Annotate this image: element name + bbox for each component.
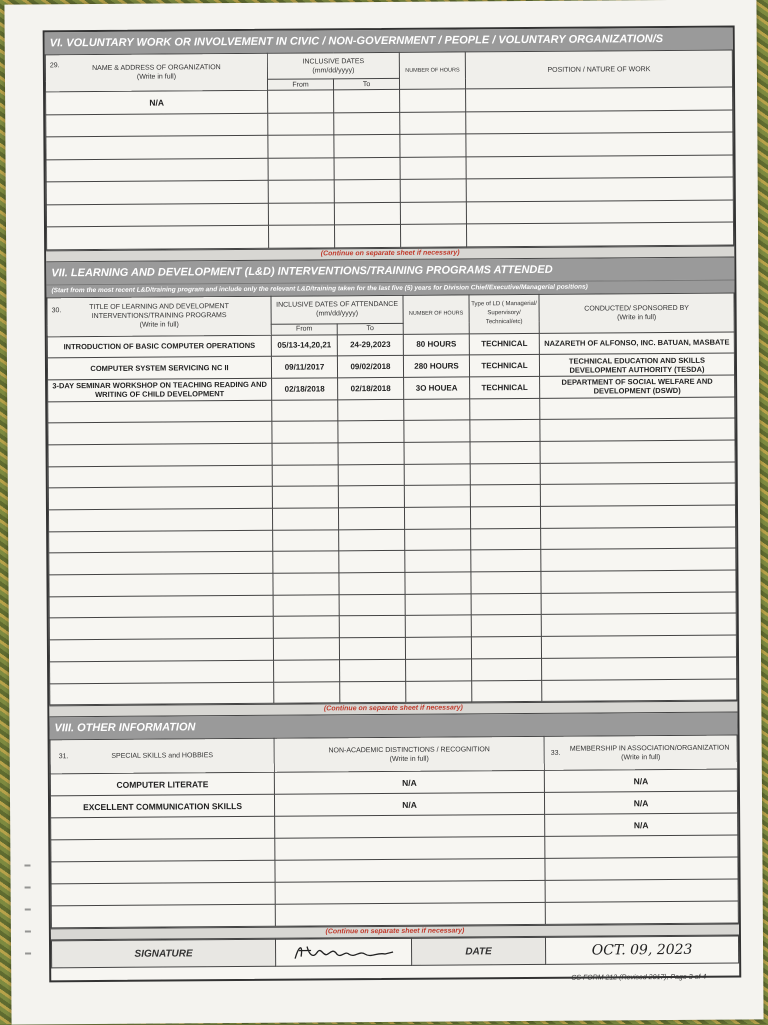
item-no: 31.: [58, 753, 69, 761]
to-cell[interactable]: [339, 594, 405, 616]
ld-type-cell[interactable]: [470, 420, 540, 442]
sponsor-cell[interactable]: [541, 527, 736, 550]
col-skills: [50, 738, 274, 774]
position-cell[interactable]: [466, 110, 733, 134]
col-ld-title-label: TITLE OF LEARNING AND DEVELOPMENT INTERVENTIONS/TRAINING PROGRAMS: [89, 303, 229, 321]
hours-cell[interactable]: [405, 550, 471, 572]
sponsor-cell[interactable]: [540, 397, 735, 420]
sponsor-cell[interactable]: [542, 657, 737, 680]
from-cell[interactable]: [273, 530, 339, 552]
from-cell[interactable]: [272, 464, 338, 486]
membership-cell[interactable]: [545, 835, 738, 858]
ld-title-cell[interactable]: [49, 552, 273, 575]
hours-cell[interactable]: [404, 398, 470, 420]
ld-title-cell[interactable]: [48, 487, 272, 510]
pds-form: [43, 26, 742, 983]
position-cell[interactable]: [466, 200, 733, 224]
ld-title-cell[interactable]: [48, 443, 272, 466]
hours-cell[interactable]: 3O HOUEA: [404, 377, 470, 399]
skill-cell[interactable]: EXCELLENT COMMUNICATION SKILLS: [50, 794, 274, 818]
ld-type-cell[interactable]: [470, 485, 540, 507]
section6-title: VI. VOLUNTARY WORK OR INVOLVEMENT IN CIVIC / NON-GOVERNMENT / PEOPLE / VOLUNTARY ORGANIZATION/S: [45, 28, 733, 55]
col-org-note: (Write in full): [136, 73, 177, 81]
to-cell[interactable]: [339, 551, 405, 573]
membership-cell[interactable]: N/A: [544, 791, 737, 814]
hours-cell[interactable]: [406, 659, 472, 681]
col-org-label: NAME & ADDRESS OF ORGANIZATION: [92, 64, 221, 73]
item-no: 33.: [550, 749, 561, 758]
ld-title-cell[interactable]: 3-DAY SEMINAR WORKSHOP ON TEACHING READING AND WRITING OF CHILD DEVELOPMENT: [48, 378, 272, 401]
to-cell[interactable]: [338, 486, 404, 508]
skill-cell[interactable]: [51, 838, 275, 862]
to-cell[interactable]: [334, 112, 400, 135]
col-distinctions-label: NON-ACADEMIC DISTINCTIONS / RECOGNITION: [328, 745, 490, 755]
col-attendance-dates: [271, 295, 403, 324]
sponsor-cell[interactable]: [540, 418, 735, 441]
ld-type-cell[interactable]: [471, 637, 541, 659]
org-name-cell[interactable]: [46, 135, 268, 159]
col-position: POSITION / NATURE OF WORK: [465, 50, 732, 89]
from-cell[interactable]: [274, 681, 340, 703]
sponsor-cell[interactable]: [541, 570, 736, 593]
org-name-cell[interactable]: [47, 225, 269, 249]
org-name-cell[interactable]: [46, 158, 268, 182]
distinction-cell[interactable]: [275, 815, 545, 839]
to-cell[interactable]: [338, 442, 404, 464]
to-cell[interactable]: [334, 224, 400, 247]
hours-cell[interactable]: [400, 89, 466, 112]
to-cell[interactable]: [339, 529, 405, 551]
other-info-table: [50, 735, 739, 929]
membership-cell[interactable]: N/A: [545, 813, 738, 836]
item-no: 30.: [51, 306, 62, 314]
position-cell[interactable]: [466, 177, 733, 201]
org-name-cell[interactable]: [46, 113, 268, 137]
col-sponsor: [539, 293, 734, 333]
hours-cell[interactable]: [400, 201, 466, 224]
hours-cell[interactable]: [405, 529, 471, 551]
sponsor-cell[interactable]: [541, 548, 736, 571]
position-cell[interactable]: [466, 155, 733, 179]
ld-type-cell[interactable]: [471, 528, 541, 550]
col-to: To: [333, 78, 399, 89]
org-name-cell[interactable]: [46, 180, 268, 204]
col-skills-label: SPECIAL SKILLS and HOBBIES: [111, 752, 214, 761]
col-ld-title-note: (Write in full): [139, 321, 179, 329]
skill-cell[interactable]: COMPUTER LITERATE: [50, 772, 274, 796]
from-cell[interactable]: [268, 135, 334, 158]
section8-continue-note: (Continue on separate sheet if necessary): [51, 924, 739, 941]
col-dates-fmt: (mm/dd/yyyy): [312, 66, 355, 74]
ld-type-cell[interactable]: [472, 680, 542, 702]
to-cell[interactable]: 09/02/2018: [337, 356, 403, 378]
ld-title-cell[interactable]: [48, 465, 272, 488]
ld-type-cell[interactable]: TECHNICAL: [470, 376, 540, 398]
from-cell[interactable]: [274, 660, 340, 682]
to-cell[interactable]: [340, 681, 406, 703]
hours-cell[interactable]: [404, 464, 470, 486]
from-cell[interactable]: [272, 399, 338, 421]
sponsor-cell[interactable]: [541, 635, 736, 658]
hours-cell[interactable]: [400, 179, 466, 202]
position-cell[interactable]: [466, 222, 733, 246]
ld-type-cell[interactable]: TECHNICAL: [469, 333, 539, 355]
col-membership-note: (Write in full): [621, 753, 661, 762]
membership-cell[interactable]: [545, 901, 738, 924]
ld-title-cell[interactable]: [48, 508, 272, 531]
section6-continue-note: (Continue on separate sheet if necessary): [46, 245, 734, 262]
col-dates-label: INCLUSIVE DATES OF ATTENDANCE: [276, 300, 399, 309]
form-page: [4, 0, 763, 1025]
sponsor-cell[interactable]: [541, 592, 736, 615]
ld-type-cell[interactable]: [471, 571, 541, 593]
from-cell[interactable]: [272, 486, 338, 508]
to-cell[interactable]: 24-29,2023: [337, 334, 403, 356]
section7-subtitle: (Start from the most recent L&D/training program and include only the relevant L&D/training taken for the last five (5) years for Division Chief/Executive/Managerial positions): [46, 279, 734, 297]
membership-cell[interactable]: [545, 879, 738, 902]
section8-title: VIII. OTHER INFORMATION: [49, 713, 737, 740]
col-to: To: [337, 323, 403, 334]
training-table: [46, 292, 737, 705]
ld-title-cell[interactable]: [49, 573, 273, 596]
hours-cell[interactable]: [405, 572, 471, 594]
to-cell[interactable]: [340, 659, 406, 681]
to-cell[interactable]: [339, 572, 405, 594]
distinction-cell[interactable]: [275, 859, 545, 883]
col-sponsor-label: CONDUCTED/ SPONSORED BY: [584, 304, 689, 313]
from-cell[interactable]: [272, 421, 338, 443]
hours-cell[interactable]: [404, 485, 470, 507]
from-cell[interactable]: [272, 443, 338, 465]
col-dates-label: INCLUSIVE DATES: [302, 57, 365, 66]
col-membership-label: MEMBERSHIP IN ASSOCIATION/ORGANIZATION: [569, 744, 730, 753]
hours-cell[interactable]: 80 HOURS: [403, 333, 469, 355]
to-cell[interactable]: [338, 464, 404, 486]
to-cell[interactable]: 02/18/2018: [338, 377, 404, 399]
signature-table: [51, 936, 739, 969]
to-cell[interactable]: [334, 179, 400, 202]
sponsor-cell[interactable]: NAZARETH OF ALFONSO, INC. BATUAN, MASBATE: [539, 332, 734, 355]
distinction-cell[interactable]: [275, 881, 545, 905]
col-distinctions: [274, 737, 544, 773]
to-cell[interactable]: [338, 399, 404, 421]
ld-title-cell[interactable]: [49, 638, 273, 661]
from-cell[interactable]: [273, 595, 339, 617]
to-cell[interactable]: [334, 134, 400, 157]
ld-title-cell[interactable]: [48, 400, 272, 423]
col-inclusive-dates: [267, 52, 399, 79]
ld-type-cell[interactable]: [470, 506, 540, 528]
to-cell[interactable]: [339, 616, 405, 638]
from-cell[interactable]: [268, 180, 334, 203]
from-cell[interactable]: [268, 112, 334, 135]
item-no: 29.: [49, 62, 60, 70]
to-cell[interactable]: [334, 157, 400, 180]
voluntary-work-table: [45, 50, 734, 250]
from-cell[interactable]: [268, 225, 334, 248]
ld-type-cell[interactable]: [471, 593, 541, 615]
skill-cell[interactable]: [51, 882, 275, 906]
col-ld-type: Type of LD ( Managerial/ Supervisory/ Technical/etc): [469, 294, 539, 333]
sponsor-cell[interactable]: DEPARTMENT OF SOCIAL WELFARE AND DEVELOPMENT (DSWD): [540, 375, 735, 398]
skill-cell[interactable]: [51, 904, 275, 928]
to-cell[interactable]: [334, 202, 400, 225]
from-cell[interactable]: 05/13-14,20,21: [271, 334, 337, 356]
col-org-name: [45, 53, 267, 92]
section7-continue-note: (Continue on separate sheet if necessary): [49, 701, 737, 718]
position-cell[interactable]: [466, 132, 733, 156]
date-field[interactable]: OCT. 09, 2023: [545, 936, 738, 964]
ld-type-cell[interactable]: [470, 463, 540, 485]
ld-title-cell[interactable]: [48, 422, 272, 445]
ld-type-cell[interactable]: [472, 658, 542, 680]
signature-label: SIGNATURE: [51, 939, 275, 968]
sponsor-cell[interactable]: [540, 505, 735, 528]
sponsor-cell[interactable]: [541, 613, 736, 636]
hours-cell[interactable]: [405, 637, 471, 659]
to-cell[interactable]: [338, 507, 404, 529]
hours-cell[interactable]: [400, 224, 466, 247]
distinction-cell[interactable]: N/A: [274, 793, 544, 817]
ld-type-cell[interactable]: [471, 615, 541, 637]
section7-title: VII. LEARNING AND DEVELOPMENT (L&D) INTERVENTIONS/TRAINING PROGRAMS ATTENDED: [46, 257, 734, 284]
to-cell[interactable]: [338, 421, 404, 443]
from-cell[interactable]: [272, 508, 338, 530]
hours-cell[interactable]: [400, 156, 466, 179]
from-cell[interactable]: 09/11/2017: [271, 356, 337, 378]
hours-cell[interactable]: [405, 594, 471, 616]
from-cell[interactable]: [268, 90, 334, 113]
col-hours: NUMBER OF HOURS: [399, 52, 465, 89]
distinction-cell[interactable]: [275, 903, 545, 927]
ld-title-cell[interactable]: [50, 660, 274, 683]
ld-type-cell[interactable]: [471, 550, 541, 572]
ld-title-cell[interactable]: INTRODUCTION OF BASIC COMPUTER OPERATIONS: [47, 335, 271, 358]
col-from: From: [271, 323, 337, 334]
col-membership: [544, 735, 737, 770]
col-from: From: [267, 79, 333, 90]
sponsor-cell[interactable]: [542, 679, 737, 702]
col-hours: NUMBER OF HOURS: [403, 294, 469, 333]
form-footer: CS FORM 212 (Revised 2017), Page 3 of 4: [571, 973, 707, 982]
ld-type-cell[interactable]: [470, 398, 540, 420]
ld-type-cell[interactable]: [470, 441, 540, 463]
from-cell[interactable]: [273, 616, 339, 638]
signature-field[interactable]: [275, 939, 411, 967]
sponsor-cell[interactable]: [540, 440, 735, 463]
from-cell[interactable]: [268, 202, 334, 225]
membership-cell[interactable]: [545, 857, 738, 880]
org-name-cell[interactable]: [46, 203, 268, 227]
hours-cell[interactable]: [405, 615, 471, 637]
distinction-cell[interactable]: N/A: [274, 771, 544, 795]
org-name-cell[interactable]: N/A: [46, 90, 268, 114]
from-cell[interactable]: [268, 157, 334, 180]
position-cell[interactable]: [466, 87, 733, 111]
col-sponsor-note: (Write in full): [617, 313, 657, 321]
distinction-cell[interactable]: [275, 837, 545, 861]
ld-type-cell[interactable]: TECHNICAL: [469, 355, 539, 377]
col-dates-fmt: (mm/dd/yyyy): [316, 310, 359, 318]
hours-cell[interactable]: [400, 111, 466, 134]
hours-cell[interactable]: [404, 442, 470, 464]
ld-title-cell[interactable]: COMPUTER SYSTEM SERVICING NC II: [47, 356, 271, 379]
date-label: DATE: [411, 938, 545, 966]
margin-marks: [24, 864, 31, 974]
from-cell[interactable]: 02/18/2018: [272, 378, 338, 400]
from-cell[interactable]: [273, 638, 339, 660]
skill-cell[interactable]: [51, 860, 275, 884]
to-cell[interactable]: [339, 637, 405, 659]
from-cell[interactable]: [273, 573, 339, 595]
ld-title-cell[interactable]: [49, 595, 273, 618]
ld-title-cell[interactable]: [49, 530, 273, 553]
hours-cell[interactable]: [400, 134, 466, 157]
from-cell[interactable]: [273, 551, 339, 573]
membership-cell[interactable]: N/A: [544, 769, 737, 792]
handwritten-signature: [288, 940, 398, 963]
sponsor-cell[interactable]: [540, 462, 735, 485]
to-cell[interactable]: [334, 89, 400, 112]
hours-cell[interactable]: [404, 420, 470, 442]
hours-cell[interactable]: [404, 507, 470, 529]
ld-title-cell[interactable]: [49, 617, 273, 640]
ld-title-cell[interactable]: [50, 682, 274, 705]
col-distinctions-note: (Write in full): [389, 755, 429, 763]
hours-cell[interactable]: 280 HOURS: [403, 355, 469, 377]
hours-cell[interactable]: [406, 680, 472, 702]
col-ld-title: [47, 296, 271, 337]
skill-cell[interactable]: [51, 816, 275, 840]
sponsor-cell[interactable]: TECHNICAL EDUCATION AND SKILLS DEVELOPMENT AUTHORITY (TESDA): [539, 353, 734, 376]
sponsor-cell[interactable]: [540, 483, 735, 506]
